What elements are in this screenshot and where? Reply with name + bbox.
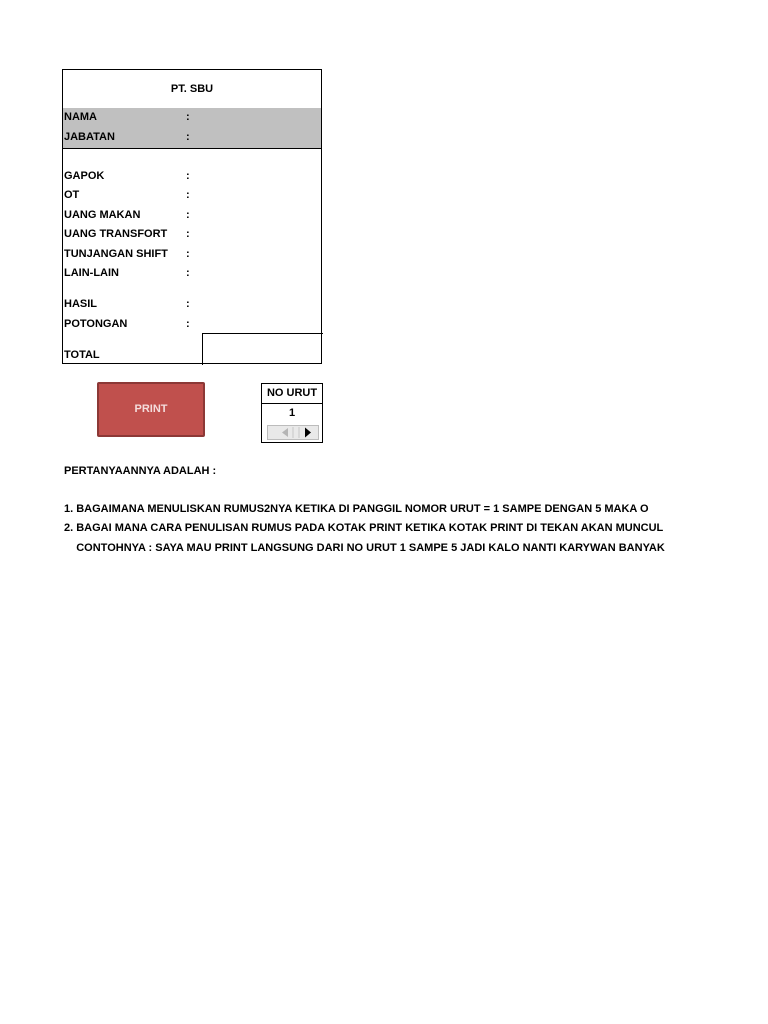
label-potongan: POTONGAN [64,318,128,330]
label-hasil: HASIL [64,298,97,310]
colon: : [186,298,190,310]
label-jabatan: JABATAN [64,131,115,143]
colon: : [186,267,190,279]
no-urut-header: NO URUT [262,384,322,404]
company-title: PT. SBU [63,70,321,109]
question-2: 2. BAGAI MANA CARA PENULISAN RUMUS PADA KOTAK PRINT KETIKA KOTAK PRINT DI TEKAN AKAN MUNCUL [64,522,664,534]
label-total: TOTAL [64,349,100,361]
questions-heading: PERTANYAANNYA ADALAH : [64,465,217,477]
colon: : [186,189,190,201]
colon: : [186,248,190,260]
label-uang-transfort: UANG TRANSFORT [64,228,168,240]
colon: : [186,170,190,182]
print-button[interactable]: PRINT [97,382,205,437]
colon: : [186,131,190,143]
label-uang-makan: UANG MAKAN [64,209,141,221]
no-urut-value[interactable]: 1 [288,407,296,419]
label-tunjangan-shift: TUNJANGAN SHIFT [64,248,168,260]
label-gapok: GAPOK [64,170,105,182]
colon: : [186,209,190,221]
question-1: 1. BAGAIMANA MENULISKAN RUMUS2NYA KETIKA DI PANGGIL NOMOR URUT = 1 SAMPE DENGAN 5 MAKA O [64,503,649,515]
colon: : [186,318,190,330]
colon: : [186,228,190,240]
colon: : [186,111,190,123]
label-ot: OT [64,189,80,201]
label-nama: NAMA [64,111,97,123]
question-2-example: CONTOHNYA : SAYA MAU PRINT LANGSUNG DARI NO URUT 1 SAMPE 5 JADI KALO NANTI KARYWAN BANYAK [64,542,665,554]
label-lain-lain: LAIN-LAIN [64,267,119,279]
